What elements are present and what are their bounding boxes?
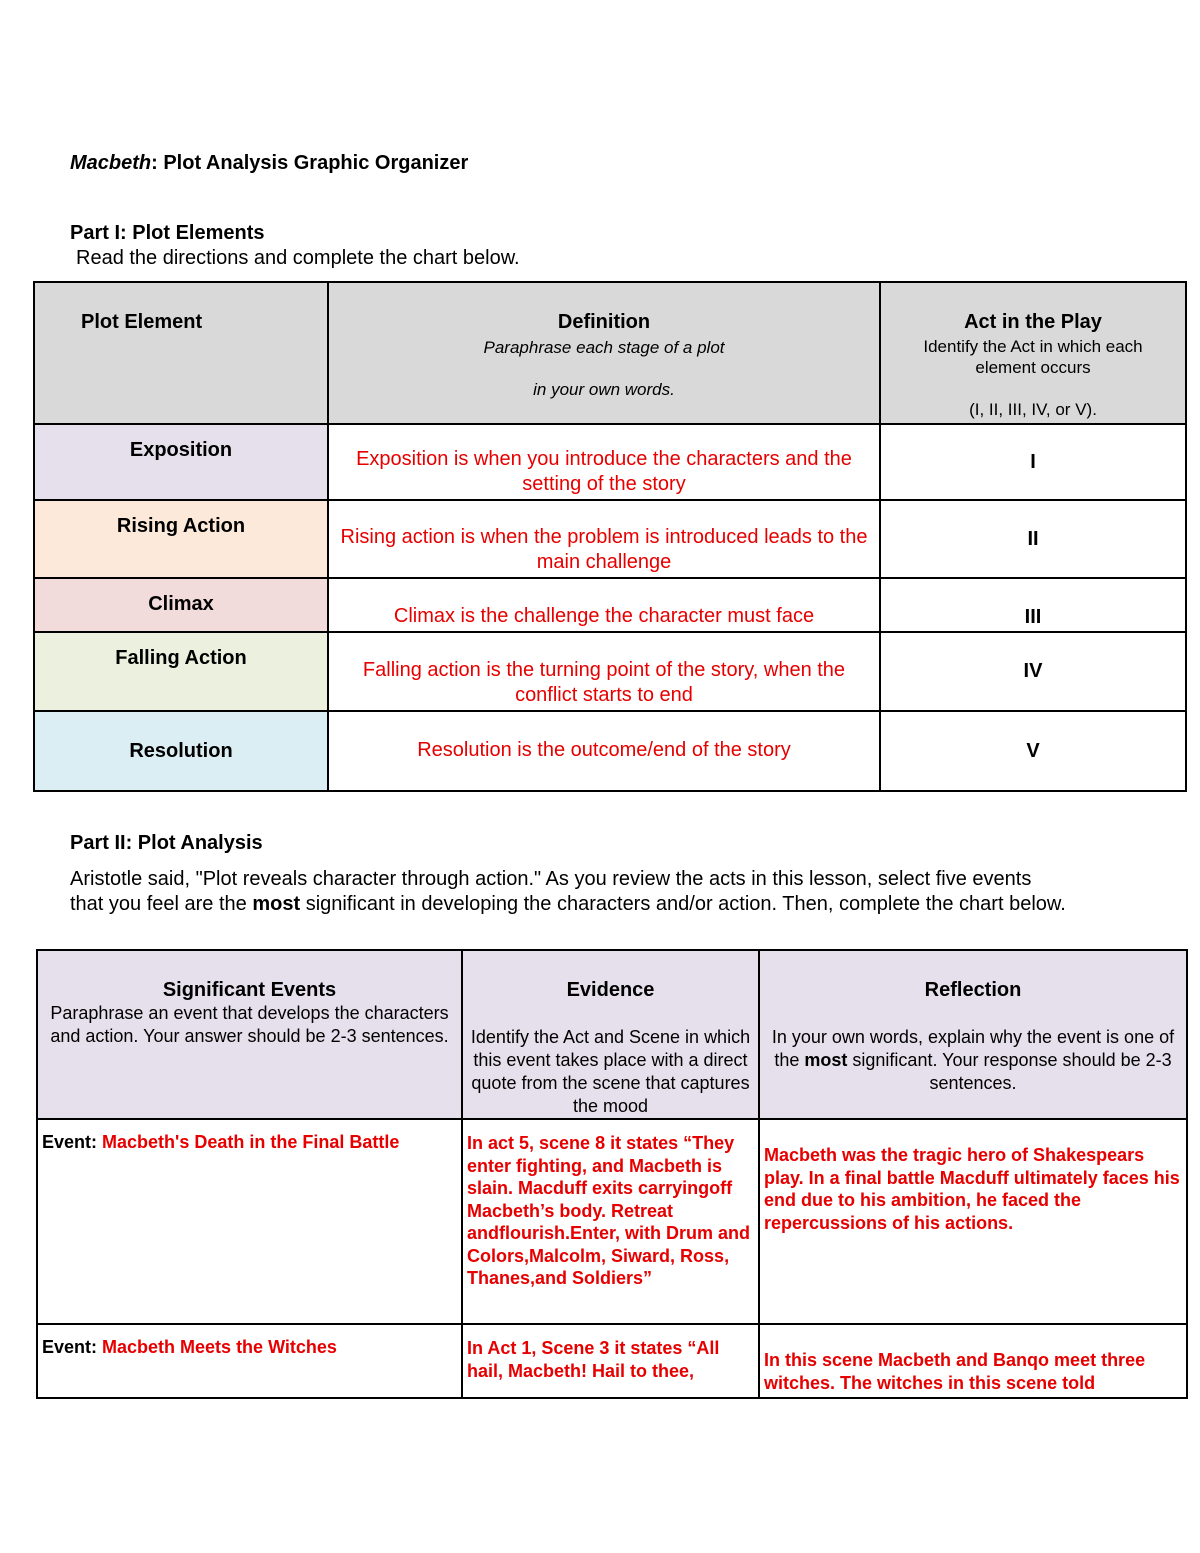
- definition-instruction-1: Paraphrase each stage of a plot: [483, 338, 725, 357]
- plot-definition-answer: Exposition is when you introduce the characters and the setting of the story: [328, 424, 880, 500]
- significant-events-header-label: Significant Events: [162, 979, 337, 1001]
- plot-act-answer: II: [880, 500, 1186, 578]
- plot-row-climax: [34, 578, 1186, 632]
- part2-instructions: [70, 867, 1070, 916]
- act-header-label: Act in the Play: [964, 311, 1102, 333]
- event-row: [37, 1324, 1187, 1398]
- reflection-header-label: Reflection: [924, 979, 1022, 1001]
- plot-definition-answer: Climax is the challenge the character must face: [328, 578, 880, 632]
- reflection-instruction: [760, 1026, 1186, 1095]
- plot-element-header-label: Plot Element: [81, 311, 203, 333]
- event-answer: Macbeth's Death in the Final Battle: [102, 1132, 400, 1152]
- event-cell: [37, 1119, 462, 1324]
- plot-act-answer: III: [880, 578, 1186, 632]
- title-play-name: Macbeth: [70, 152, 152, 174]
- plot-row-resolution: [34, 711, 1186, 791]
- plot-element-label: Rising Action: [34, 500, 328, 578]
- plot-definition-answer: Resolution is the outcome/end of the story: [328, 711, 880, 791]
- plot-element-label: Resolution: [34, 711, 328, 791]
- plot-analysis-table: [36, 949, 1188, 1399]
- significant-events-header: [37, 950, 462, 1119]
- plot-elements-table: [33, 281, 1187, 792]
- act-instruction-2: (I, II, III, IV, or V).: [969, 400, 1097, 419]
- part2-intro-text-end: significant in developing the characters and/or action. Then, complete the chart below.: [300, 892, 1066, 915]
- plot-act-answer: I: [880, 424, 1186, 500]
- significant-events-instruction: Paraphrase an event that develops the characters and action. Your answer should be 2-3 sentences.: [50, 1003, 449, 1046]
- part2-intro-text: Aristotle said, "Plot reveals character through action." As you review the acts in this lesson, select five events that you feel are the: [70, 868, 1032, 915]
- plot-element-label: Exposition: [34, 424, 328, 500]
- plot-analysis-header-row: [37, 950, 1187, 1119]
- plot-row-exposition: [34, 424, 1186, 500]
- reflection-instruction-text: In your own words, explain why the event is one of the: [771, 1027, 1175, 1070]
- evidence-answer: In Act 1, Scene 3 it states “All hail, Macbeth! Hail to thee,: [462, 1324, 759, 1398]
- reflection-answer: Macbeth was the tragic hero of Shakespears play. In a final battle Macduff ultimately faces his end due to his ambition, he faced the repercussions of his actions.: [759, 1119, 1187, 1324]
- reflection-instruction-emphasis: most: [804, 1050, 848, 1070]
- evidence-answer: In act 5, scene 8 it states “They enter fighting, and Macbeth is slain. Macduff exits carryingoff Macbeth’s body. Retreat andflourish.Enter, with Drum and Colors,Malcolm, Siward, Ross, Thanes,and Soldiers”: [462, 1119, 759, 1324]
- plot-act-answer: IV: [880, 632, 1186, 711]
- plot-elements-header-row: [34, 282, 1186, 424]
- plot-row-falling-action: [34, 632, 1186, 711]
- event-row: [37, 1119, 1187, 1324]
- part2-heading: Part II: Plot Analysis: [70, 832, 263, 854]
- act-header: [880, 282, 1186, 424]
- definition-header-label: Definition: [557, 311, 651, 333]
- title-rest: : Plot Analysis Graphic Organizer: [151, 152, 469, 174]
- plot-element-label: Falling Action: [34, 632, 328, 711]
- plot-definition-answer: Falling action is the turning point of the story, when the conflict starts to end: [328, 632, 880, 711]
- event-cell: [37, 1324, 462, 1398]
- event-answer: Macbeth Meets the Witches: [102, 1337, 337, 1357]
- evidence-header: [462, 950, 759, 1119]
- plot-act-answer: V: [880, 711, 1186, 791]
- part2-intro-emphasis: most: [252, 892, 301, 915]
- evidence-instruction: Identify the Act and Scene in which this event takes place with a direct quote from the scene that captures the mood: [470, 1027, 751, 1116]
- reflection-header: [759, 950, 1187, 1119]
- plot-element-header: [34, 282, 328, 424]
- part1-heading: Part I: Plot Elements: [70, 222, 265, 244]
- plot-definition-answer: Rising action is when the problem is introduced leads to the main challenge: [328, 500, 880, 578]
- act-instruction-1: Identify the Act in which each element occurs: [923, 337, 1143, 377]
- definition-instruction-2: in your own words.: [533, 380, 675, 399]
- page-title: [70, 152, 468, 175]
- plot-row-rising-action: [34, 500, 1186, 578]
- event-label: Event:: [42, 1337, 98, 1357]
- definition-header: [328, 282, 880, 424]
- part1-directions: Read the directions and complete the chart below.: [76, 247, 520, 269]
- reflection-instruction-text-end: significant. Your response should be 2-3 sentences.: [847, 1050, 1172, 1093]
- evidence-header-label: Evidence: [566, 979, 655, 1001]
- event-label: Event:: [42, 1132, 98, 1152]
- reflection-answer: In this scene Macbeth and Banqo meet three witches. The witches in this scene told: [759, 1324, 1187, 1398]
- plot-element-label: Climax: [34, 578, 328, 632]
